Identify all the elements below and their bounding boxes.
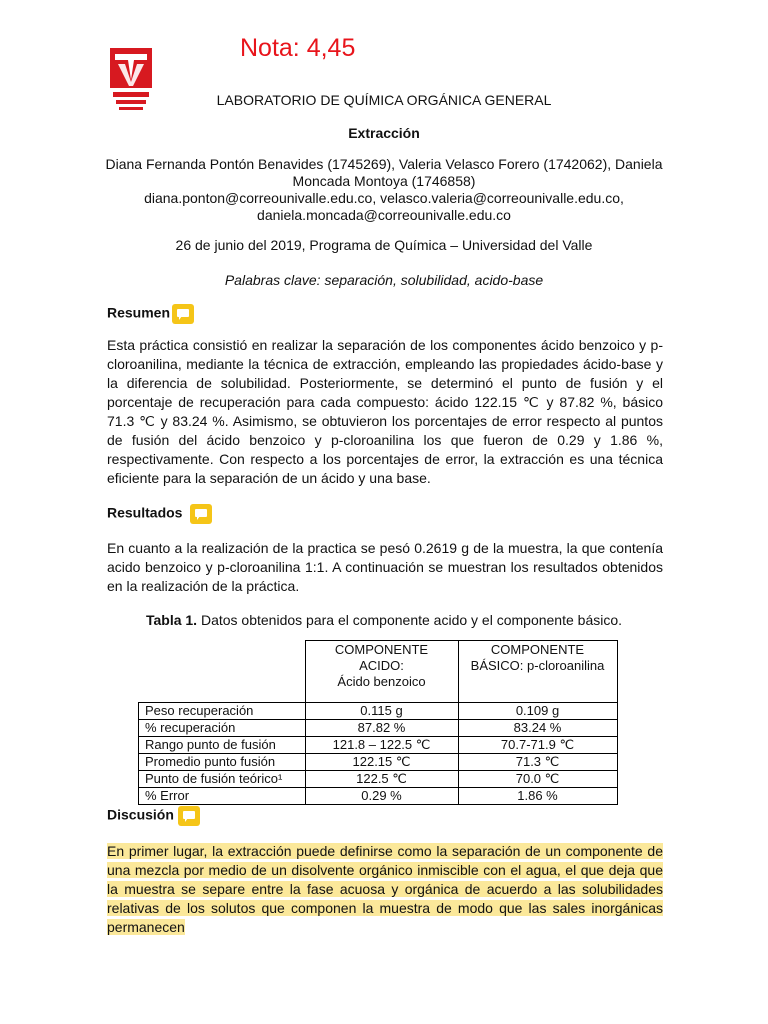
- base-value: 1.86 %: [458, 788, 617, 805]
- acid-value: 121.8 – 122.5 ℃: [305, 737, 458, 754]
- emails-line: diana.ponton@correounivalle.edu.co, velasco.valeria@correounivalle.edu.co,: [144, 190, 624, 206]
- base-value: 71.3 ℃: [458, 754, 617, 771]
- base-value: 70.7-71.9 ℃: [458, 737, 617, 754]
- table-row: [139, 771, 618, 788]
- header-text: BÁSICO: p-cloroanilina: [470, 658, 605, 673]
- resultados-heading: [107, 504, 212, 524]
- discusion-heading: [107, 806, 200, 826]
- results-table: [138, 640, 618, 805]
- acid-value: 0.115 g: [305, 703, 458, 720]
- table-row: [139, 703, 618, 720]
- row-label: Rango punto de fusión: [139, 737, 306, 754]
- base-value: 0.109 g: [458, 703, 617, 720]
- table-caption: [0, 612, 768, 628]
- table-header-acid: [305, 641, 458, 703]
- comment-icon[interactable]: [178, 806, 200, 826]
- table-row: [139, 720, 618, 737]
- table-row: [139, 754, 618, 771]
- table-header-row: [139, 641, 618, 703]
- acid-value: 87.82 %: [305, 720, 458, 737]
- acid-value: 122.5 ℃: [305, 771, 458, 788]
- document-title: Extracción: [348, 125, 420, 141]
- discusion-title: Discusión: [107, 806, 174, 823]
- header-text: COMPONENTE: [490, 642, 585, 657]
- lab-title: LABORATORIO DE QUÍMICA ORGÁNICA GENERAL: [216, 92, 552, 108]
- table-row: [139, 737, 618, 754]
- keywords-line: Palabras clave: separación, solubilidad, acido-base: [224, 272, 544, 288]
- acid-value: 122.15 ℃: [305, 754, 458, 771]
- row-label: % recuperación: [139, 720, 306, 737]
- table-caption-label: Tabla 1.: [145, 612, 198, 628]
- date-line: 26 de junio del 2019, Programa de Química – Universidad del Valle: [175, 237, 593, 253]
- base-value: 83.24 %: [458, 720, 617, 737]
- resumen-paragraph: Esta práctica consistió en realizar la separación de los componentes ácido benzoico y p-cloroanilina, mediante la técnica de extracción, empleando las propiedades ácido-base y la diferencia de solubilidad. Posteriormente, se determinó el punto de fusión y el porcentaje de recuperación para cada compuesto: ácido 122.15 ℃ y 87.82 %, básico 71.3 ℃ y 83.24 %. Asimismo, se obtuvieron los porcentajes de error respecto al puntos de fusión del ácido benzoico y p-cloroanilina los que fueron de 0.29 y 1.86 %, respectivamente. Con respecto a los porcentajes de error, la extracción es una técnica eficiente para la separación de un ácido y una base.: [107, 337, 663, 486]
- row-label: Peso recuperación: [139, 703, 306, 720]
- grade-label: Nota: 4,45: [240, 34, 356, 62]
- acid-value: 0.29 %: [305, 788, 458, 805]
- table-row: [139, 788, 618, 805]
- table-corner-cell: [139, 641, 306, 703]
- row-label: Punto de fusión teórico¹: [139, 771, 306, 788]
- header-text: COMPONENTE ACIDO:: [334, 642, 429, 673]
- comment-icon[interactable]: [172, 304, 194, 324]
- table-caption-text: Datos obtenidos para el componente acido y el componente básico.: [197, 612, 623, 628]
- resumen-title: Resumen: [107, 304, 171, 321]
- resumen-heading: [107, 304, 194, 324]
- table-header-base: [458, 641, 617, 703]
- header-text: Ácido benzoico: [337, 674, 426, 689]
- resultados-title: Resultados: [107, 504, 183, 521]
- row-label: Promedio punto fusión: [139, 754, 306, 771]
- authors-block: [100, 156, 668, 224]
- highlighted-text[interactable]: En primer lugar, la extracción puede definirse como la separación de un componente de una mezcla por medio de un disolvente orgánico inmiscible con el agua, el que deja que la muestra se separe entre la fase acuosa y orgánica de acuerdo a las solubilidades relativas de los solutos que componen la muestra de modo que las sales inorgánicas permanecen: [107, 843, 663, 935]
- emails-line: daniela.moncada@correounivalle.edu.co: [257, 207, 511, 223]
- authors-line: Diana Fernanda Pontón Benavides (1745269), Valeria Velasco Forero (1742062), Daniela: [105, 156, 663, 172]
- row-label: % Error: [139, 788, 306, 805]
- authors-line: Moncada Montoya (1746858): [292, 173, 476, 189]
- discusion-paragraph: [107, 842, 663, 937]
- resultados-paragraph: En cuanto a la realización de la practica se pesó 0.2619 g de la muestra, la que contenía acido benzoico y p-cloroanilina 1:1. A continuación se muestran los resultados obtenidos en la realización de la práctica.: [107, 540, 663, 594]
- base-value: 70.0 ℃: [458, 771, 617, 788]
- comment-icon[interactable]: [190, 504, 212, 524]
